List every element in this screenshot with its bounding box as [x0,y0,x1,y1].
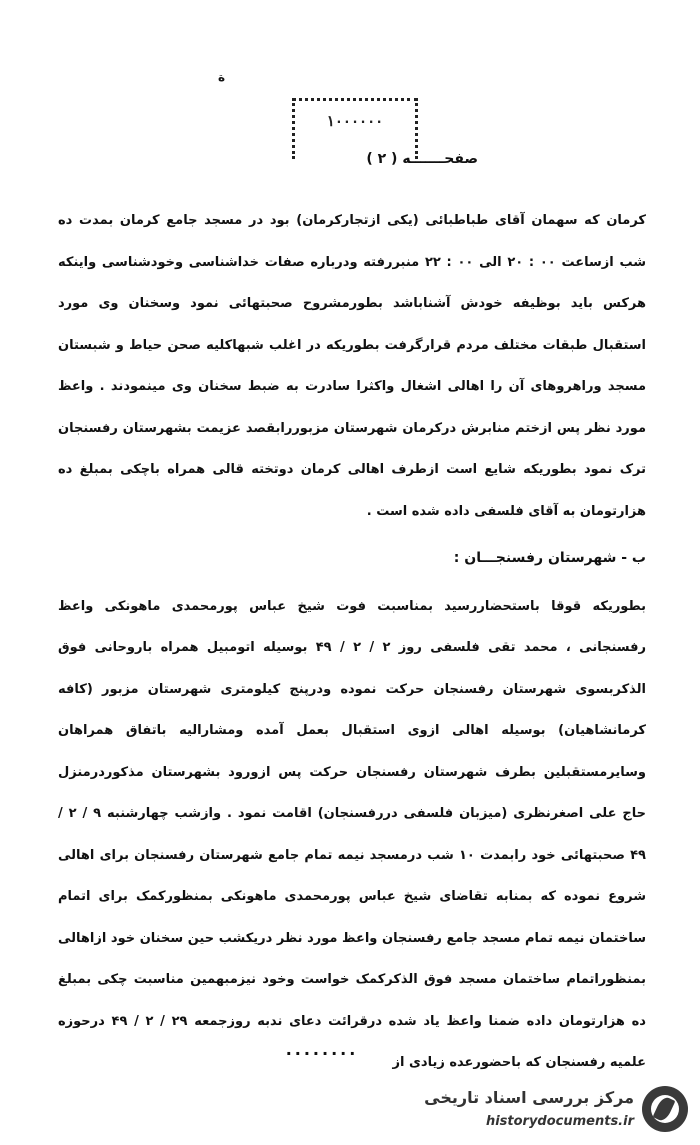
watermark-url: historydocuments.ir [485,1114,634,1129]
stamp-text: ۱۰۰۰۰۰۰ [326,112,384,130]
paragraph-rafsanjan: بطوریکه قوقا باستحضاررسید بمناسبت فوت شیخ عباس پورمحمدی ماهونکی واعظ رفسنجانی ، محمد تقی فلسفی روز ۲ / ۲ / ۴۹ بوسیله اتومبیل همراه باروحانی فوق الذکربسوی شهرستان رفسنجان حرکت نموده ودرپنج کیلومتری شهرستان مزبور (کافه کرمانشاهیان) بوسیله اهالی ازوی استقبال بعمل آمده ومشارالیه باتفاق همراهان وسایرمستقبلین بطرف شهرستان رفسنجان حرکت پس ازورود بشهرستان مذکوردرمنزل حاج علی اصغرنظری (میزبان فلسفی دررفسنجان) اقامت نمود . وازشب چهارشنبه ۹ / ۲ / ۴۹ صحبتهائی خود رابمدت ۱۰ شب درمسجد نیمه تمام جامع شهرستان رفسنجان برای اهالی شروع نموده که بمنابه تقاضای شیخ عباس پورمحمدی ماهونکی بمنظورکمک برای اتمام ساختمان نیمه تمام مسجد جامع رفسنجان واعظ مورد نظر دریکشب حین سخنان خود ازاهالی بمنظوراتمام ساختمان مسجد فوق الذکرکمک خواست وخود نیزمبهمین مناسبت چکی بمبلغ ده هزارتومان داده ضمنا واعظ یاد شده درقرائت دعای ندبه روزجمعه ۲۹ / ۲ / ۴۹ درحوزه علمیه رفسنجان که باحضورعده زیادی از [58,598,646,1070]
archive-logo-icon [642,1086,688,1132]
top-mark: ة [218,70,226,84]
document-body [58,200,646,1084]
page-number: صفحـــــــه ( ۲ ) [366,151,478,167]
paragraph-kerman: کرمان که سهمان آقای طباطبائی (یکی ازتجارکرمان) بود در مسجد جامع کرمان بمدت ده شب ازساعت ۰۰ : ۲۰ الی ۰۰ : ۲۲ منبررفته ودرباره صفات خداشناسی وخودشناسی واینکه هرکس باید بوظیفه خودش آشناباشد بطورمشروح صحبتهائی نمود وسخنان وی مورد استقبال طبقات مختلف مردم قرارگرفت بطوریکه در اغلب شبهاکلیه صحن حیاط و شبستان مسجد وراهروهای آن را اهالی اشغال واکثرا سادرت به ضبط سخنان وی مینمودند . واعظ مورد نظر پس ازختم منابرش درکرمان شهرستان مزبوررابقصد عزیمت بشهرستان رفسنجان ترک نمود بطوریکه شایع است ازطرف اهالی کرمان دوتخته قالی همراه باچکی بمبلغ ده هزارتومان به آقای فلسفی داده شده است . [58,213,646,519]
section-heading-rafsanjan: ب - شهرستان رفسنجـــان : [453,550,646,566]
watermark-name: مرکز بررسی اسناد تاریخی [424,1088,634,1107]
watermark [412,1082,692,1138]
continuation-dots: ........ [285,1040,359,1059]
